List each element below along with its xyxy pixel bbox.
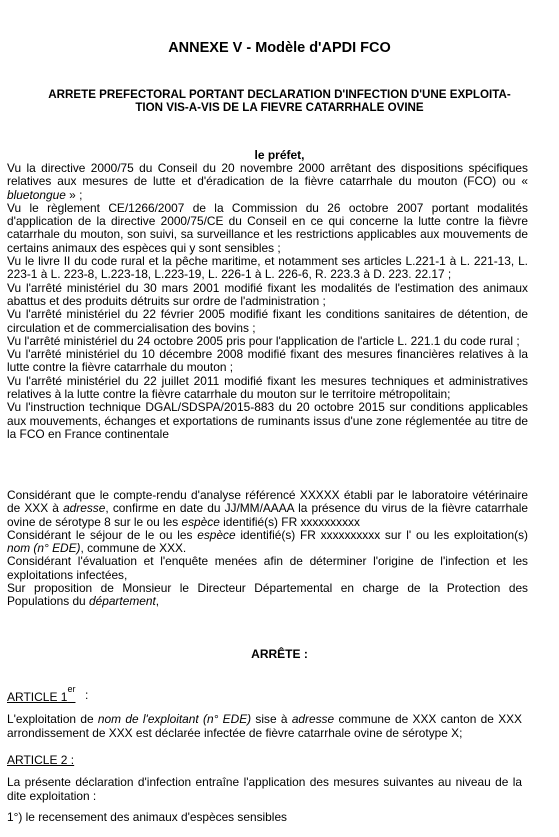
article1-text: L'exploitation de nom de l'exploitant (n° EDE) sise à adresse commune de XXX canton de XXX arrondissement de XXX est déclarée infectée de fièvre catarrhale ovine de sérotype X; bbox=[7, 712, 522, 740]
considerant-paragraph: Considérant que le compte-rendu d'analyse référencé XXXXX établi par le laboratoire vétérinaire de XXX à adresse, confirme en date du JJ/MM/AAAA la présence du virus de la fièvre catarrhale ovine de sérotype 8 sur le ou les espèce identifié(s) FR xxxxxxxxxx bbox=[7, 488, 529, 529]
article1-colon: : bbox=[85, 688, 89, 702]
vu-paragraph: Vu le règlement CE/1266/2007 de la Commission du 26 octobre 2007 portant modalités d'application de la directive 2000/75/CE du Conseil en ce qui concerne la lutte contre la fièvre catarrhale du mouton, son suivi, sa surveillance et les restrictions applicables aux mouvements de certains animaux des espèces qui y sont sensibles ; bbox=[7, 200, 528, 255]
vu-paragraph: Vu la directive 2000/75 du Conseil du 20 novembre 2000 arrêtant des dispositions spécifiques relatives aux mesures de lutte et d'éradication de la fièvre catarrhale du mouton (FCO) ou « bluetongue » ; bbox=[7, 161, 528, 202]
arrete-heading: ARRÊTE : bbox=[251, 647, 308, 661]
vu-paragraph: Vu le livre II du code rural et la pêche maritime, et notamment ses articles L.221-1 à L. 221-13, L. 223-1 à L. 223-8, L.223-18, L.223-19, L. 226-1 à L. 226-6, R. 223.3 à D. 223. 22.17 ; bbox=[7, 254, 528, 282]
decree-title-line1: ARRETE PREFECTORAL PORTANT DECLARATION D'INFECTION D'UNE EXPLOITA- bbox=[48, 88, 511, 101]
vu-paragraph: Vu l'arrêté ministériel du 30 mars 2001 modifié fixant les modalités de l'estimation des animaux abattus et des produits détruits sur ordre de l'administration ; bbox=[7, 280, 528, 308]
vu-section bbox=[7, 162, 528, 441]
proposition-paragraph: Sur proposition de Monsieur le Directeur Départemental en charge de la Protection des Populations du département, bbox=[7, 581, 528, 609]
article2-item1: 1°) le recensement des animaux d'espèces sensibles bbox=[7, 810, 287, 824]
prefet-heading: le préfet, bbox=[254, 148, 305, 162]
vu-paragraph: Vu l'instruction technique DGAL/SDSPA/2015-883 du 20 octobre 2015 sur conditions applicables aux mouvements, échanges et exportations de ruminants issus d'une zone réglementée au titre de la FCO en France continentale bbox=[7, 400, 528, 441]
vu-italic-term: bluetongue bbox=[7, 187, 66, 202]
article1-heading: ARTICLE 1er bbox=[7, 684, 76, 704]
decree-title bbox=[10, 88, 549, 114]
considerant-paragraph: Considérant l'évaluation et l'enquête menées afin de déterminer l'origine de l'infection et les exploitations infectées, bbox=[7, 554, 528, 582]
vu-paragraph: Vu l'arrêté ministériel du 22 juillet 2011 modifié fixant les mesures techniques et administratives relatives à la lutte contre la fièvre catarrhale du mouton sur le territoire métropolitain; bbox=[7, 373, 528, 402]
vu-paragraph: Vu l'arrêté ministériel du 10 décembre 2008 modifié fixant des mesures financières relatives à la lutte contre la fièvre catarrhale du mouton ; bbox=[7, 347, 528, 375]
article2-heading: ARTICLE 2 : bbox=[7, 753, 75, 767]
annex-title: ANNEXE V - Modèle d'APDI FCO bbox=[168, 40, 391, 56]
vu-paragraph: Vu l'arrêté ministériel du 24 octobre 2005 pris pour l'application de l'article L. 221.1 du code rural ; bbox=[7, 333, 520, 348]
considerant-paragraph: Considérant le séjour de le ou les espèce identifié(s) FR xxxxxxxxxx sur l' ou les exploitation(s) nom (n° EDE), commune de XXX. bbox=[7, 527, 528, 556]
vu-paragraph: Vu l'arrêté ministériel du 22 février 2005 modifié fixant les conditions sanitaires de détention, de circulation et de commercialisation des bovins ; bbox=[7, 307, 528, 335]
article2-text: La présente déclaration d'infection entraîne l'application des mesures suivantes au niveau de la dite exploitation : bbox=[7, 775, 522, 803]
decree-title-line2: TION VIS-A-VIS DE LA FIEVRE CATARRHALE OVINE bbox=[135, 101, 424, 114]
considerant-section bbox=[7, 489, 528, 609]
